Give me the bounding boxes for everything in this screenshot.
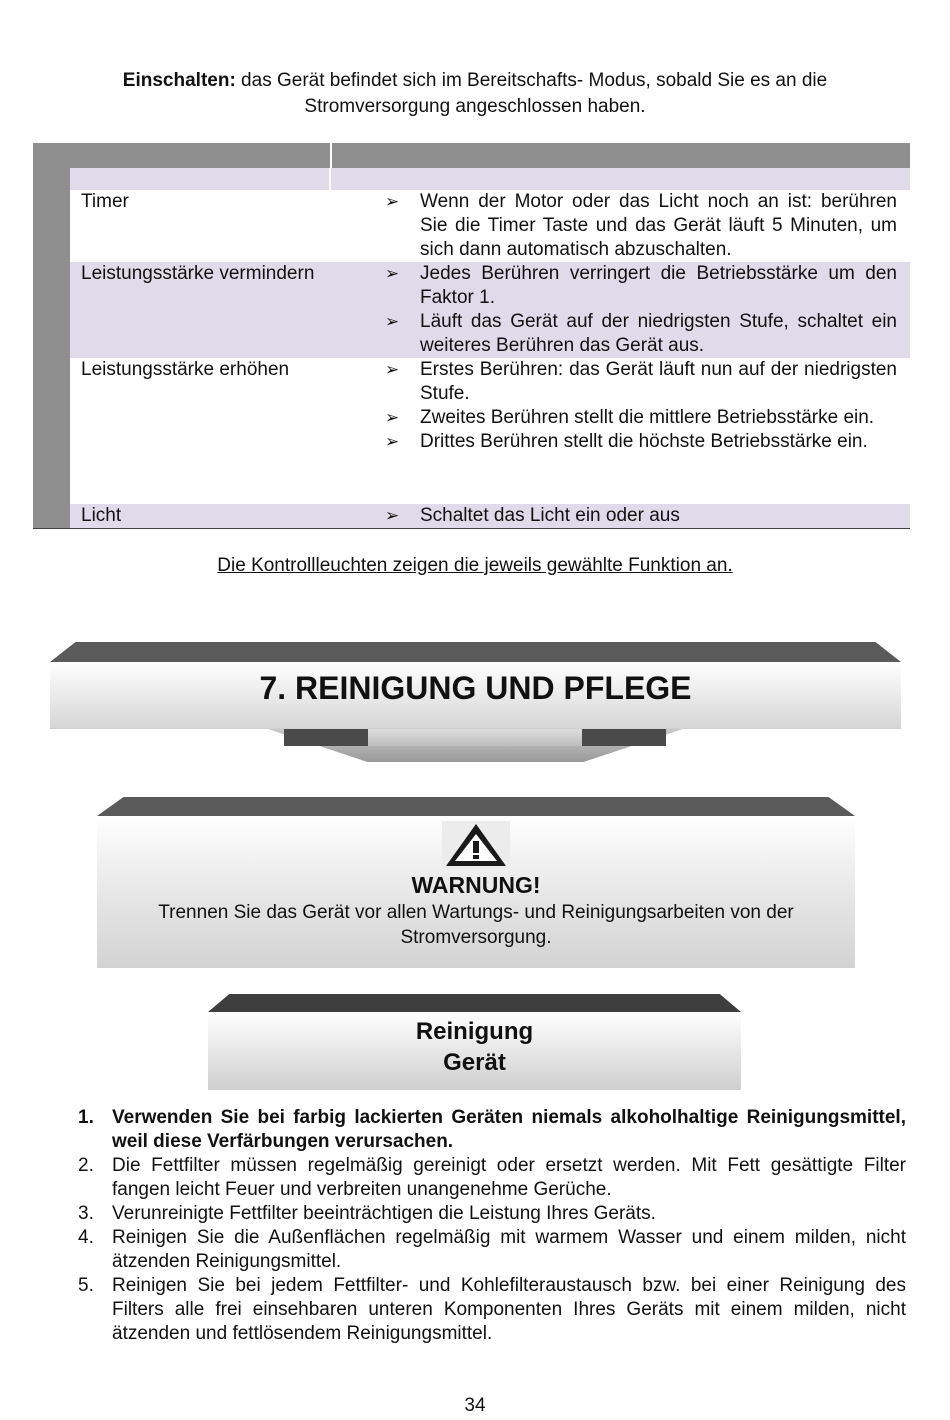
table-bottom-border <box>33 528 910 529</box>
intro-paragraph <box>60 68 890 120</box>
row-bullet: ➢ Läuft das Gerät auf der niedrigsten Stufe, schaltet ein weiteres Berühren das Gerät aus. <box>385 311 897 356</box>
arrow-bullet-icon: ➢ <box>385 360 400 379</box>
list-item: 5. Reinigen Sie bei jedem Fettfilter- und Kohlefilteraustausch bzw. bei einer Reinigung des Filters alle frei einsehbaren unteren Komponenten Ihres Geräts mit einem milden, nicht ätzenden und fettlösendem Reinigungsmittel. <box>78 1275 906 1344</box>
warning-triangle-icon <box>442 821 510 869</box>
row-bullet: ➢ Jedes Berühren verringert die Betriebsstärke um den Faktor 1. <box>385 263 897 308</box>
warning-box <box>97 797 855 968</box>
indicator-note: Die Kontrollleuchten zeigen die jeweils gewählte Funktion an. <box>217 555 733 576</box>
arrow-bullet-icon: ➢ <box>385 506 400 525</box>
arrow-bullet-icon: ➢ <box>385 408 400 427</box>
section-banner <box>50 642 901 762</box>
arrow-bullet-icon: ➢ <box>385 192 400 211</box>
page-number: 34 <box>464 1395 486 1416</box>
row-bullet: ➢ Schaltet das Licht ein oder aus <box>385 505 680 526</box>
arrow-bullet-icon: ➢ <box>385 432 400 451</box>
list-item: 1. Verwenden Sie bei farbig lackierten Geräten niemals alkoholhaltige Reinigungsmittel, weil diese Verfärbungen verursachen. <box>78 1107 906 1152</box>
subsection-box <box>208 994 741 1090</box>
table-header <box>33 143 910 168</box>
function-table <box>33 143 910 529</box>
subsection-title: Reinigung Gerät <box>415 1018 534 1076</box>
table-row-light <box>70 504 910 528</box>
table-subheader <box>70 168 910 190</box>
list-item: 3. Verunreinigte Fettfilter beeinträchtigen die Leistung Ihres Geräts. <box>78 1203 656 1224</box>
table-row-increase <box>70 358 910 504</box>
row-name: Timer <box>81 191 129 212</box>
cleaning-list <box>78 1106 906 1346</box>
table-row-timer <box>70 190 910 262</box>
warning-title: WARNUNG! <box>411 872 541 898</box>
row-name: Licht <box>81 505 122 526</box>
table-row-decrease <box>70 262 910 358</box>
row-bullet: ➢ Drittes Berühren stellt die höchste Betriebsstärke ein. <box>385 431 868 452</box>
list-item: 2. Die Fettfilter müssen regelmäßig gereinigt oder ersetzt werden. Mit Fett gesättigte Filter fangen leicht Feuer und verbreiten unangenehme Gerüche. <box>78 1155 906 1200</box>
row-bullet: ➢ Zweites Berühren stellt die mittlere Betriebsstärke ein. <box>385 407 875 428</box>
list-item: 4. Reinigen Sie die Außenflächen regelmäßig mit warmem Wasser und einem milden, nicht ätzenden Reinigungsmittel. <box>78 1227 906 1272</box>
row-bullet: ➢ Erstes Berühren: das Gerät läuft nun auf der niedrigsten Stufe. <box>385 359 897 404</box>
row-name: Leistungsstärke vermindern <box>81 263 315 284</box>
row-name: Leistungsstärke erhöhen <box>81 359 290 380</box>
row-bullet: ➢ Wenn der Motor oder das Licht noch an ist: berühren Sie die Timer Taste und das Gerät läuft 5 Minuten, um sich dann automatisch abzuschalten. <box>385 191 897 260</box>
section-title: 7. REINIGUNG UND PFLEGE <box>259 670 692 706</box>
arrow-bullet-icon: ➢ <box>385 264 400 283</box>
intro-label: Einschalten: <box>122 70 236 91</box>
intro-text: das Gerät befindet sich im Bereitschafts- Modus, sobald Sie es an die Stromversorgung angeschlossen haben. <box>235 70 828 117</box>
arrow-bullet-icon: ➢ <box>385 312 400 331</box>
warning-text: Trennen Sie das Gerät vor allen Wartungs- und Reinigungsarbeiten von der Stromversorgung. <box>158 902 794 948</box>
table-side-bar <box>33 168 70 528</box>
